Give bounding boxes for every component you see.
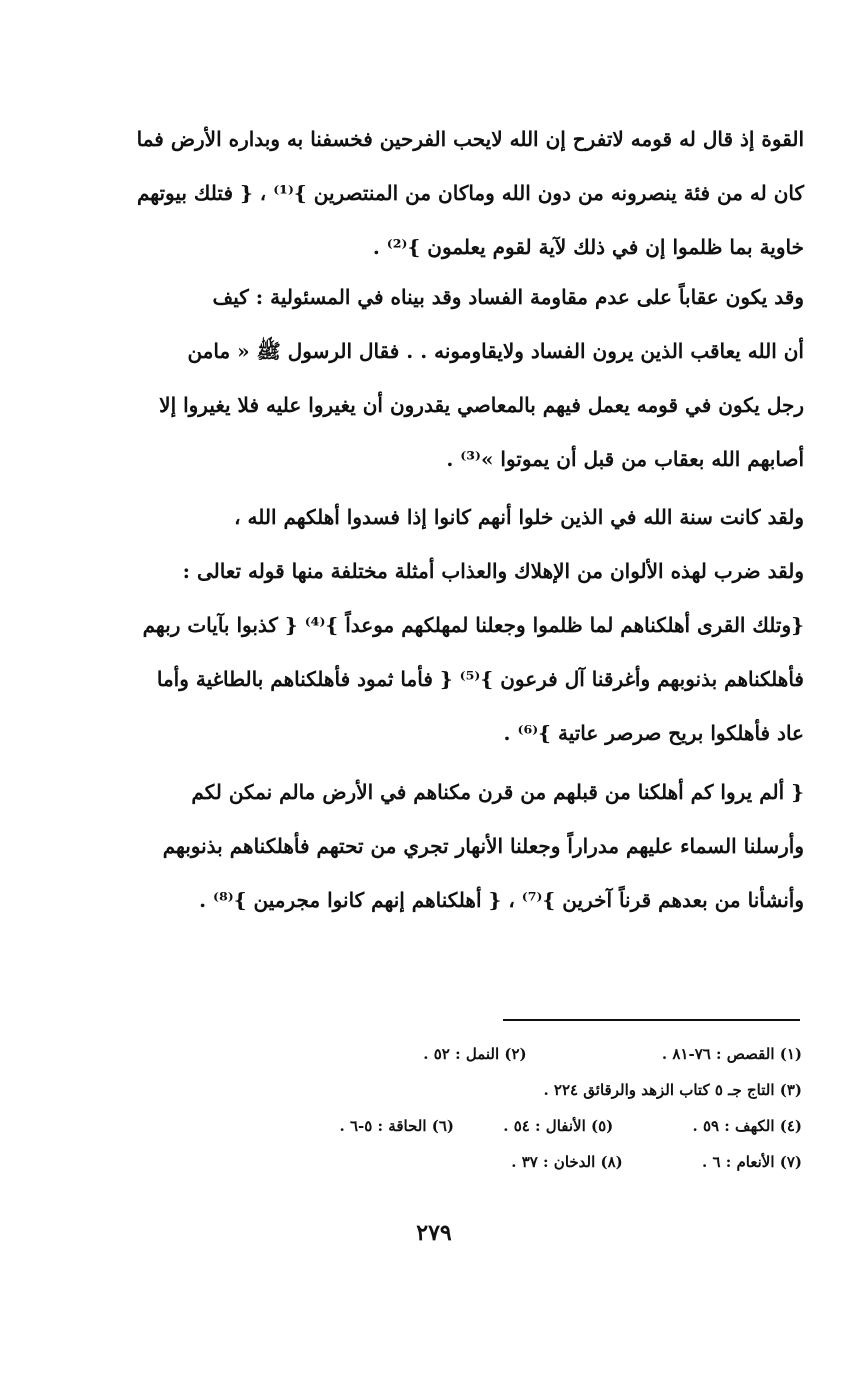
text-line: رجل يكون في قومه يعمل فيهم بالمعاصي يقدرون أن يغيروا عليه فلا يغيروا إلا [159, 393, 804, 417]
footnote-row [230, 1072, 802, 1108]
text-line: ولقد ضرب لهذه الألوان من الإهلاك والعذاب أمثلة مختلفة منها قوله تعالى : [182, 559, 804, 583]
footnote-4: (٤) الكهف : ٥٩ . [692, 1117, 802, 1135]
text-line: القوة إذ قال له قومه لاتفرح إن الله لايحب الفرحين فخسفنا به وبداره الأرض فما [136, 127, 804, 151]
text-line: {وتلك القرى أهلكناهم لما ظلموا وجعلنا لمهلكهم موعداً }⁽⁴⁾ { كذبوا بآيات ربهم [142, 613, 804, 637]
text-line: كان له من فئة ينصرونه من دون الله وماكان من المنتصرين }⁽¹⁾ ، { فتلك بيوتهم [136, 181, 804, 205]
footnote-6: (٦) الحاقة : ٥-٦ . [339, 1117, 454, 1135]
text-line: وأنشأنا من بعدهم قرناً آخرين }⁽⁷⁾ ، { أهلكناهم إنهم كانوا مجرمين }⁽⁸⁾ . [199, 888, 804, 912]
text-line: خاوية بما ظلموا إن في ذلك لآية لقوم يعلمون }⁽²⁾ . [372, 235, 804, 259]
text-line: أن الله يعاقب الذين يرون الفساد ولايقاومونه . . فقال الرسول ﷺ « مامن [187, 339, 804, 363]
footnote-7: (٧) الأنعام : ٦ . [702, 1153, 802, 1171]
footnote-8: (٨) الدخان : ٣٧ . [511, 1153, 623, 1171]
footnote-row [230, 1144, 802, 1180]
footnote-divider [503, 1019, 800, 1021]
text-line: عاد فأهلكوا بريح صرصر عاتية }⁽⁶⁾ . [503, 721, 804, 745]
footnote-2: (٢) النمل : ٥٢ . [423, 1045, 527, 1063]
paragraph-2 [96, 270, 804, 486]
footnotes [230, 1036, 802, 1180]
text-line: { ألم يروا كم أهلكنا من قبلهم من قرن مكناهم في الأرض مالم نمكن لكم [191, 780, 804, 804]
text-line: أصابهم الله بعقاب من قبل أن يموتوا »⁽³⁾ . [446, 447, 804, 471]
paragraph-4 [96, 765, 804, 927]
paragraph-3 [96, 490, 804, 760]
text-line: وأرسلنا السماء عليهم مدراراً وجعلنا الأنهار تجري من تحتهم فأهلكناهم بذنوبهم [162, 834, 804, 858]
page-number: ٢٧٩ [416, 1220, 452, 1246]
text-line: وقد يكون عقاباً على عدم مقاومة الفساد وقد بيناه في المسئولية : كيف [212, 285, 804, 309]
footnote-row [230, 1108, 802, 1144]
footnote-row [230, 1036, 802, 1072]
text-line: ولقد كانت سنة الله في الذين خلوا أنهم كانوا إذا فسدوا أهلكهم الله ، [234, 505, 804, 529]
footnote-5: (٥) الأنفال : ٥٤ . [503, 1117, 614, 1135]
footnote-3: (٣) التاج جـ ٥ كتاب الزهد والرقائق ٢٢٤ . [543, 1081, 802, 1099]
text-line: فأهلكناهم بذنوبهم وأغرقنا آل فرعون }⁽⁵⁾ { فأما ثمود فأهلكناهم بالطاغية وأما [156, 667, 804, 691]
paragraph-1 [96, 112, 804, 274]
footnote-1: (١) القصص : ٧٦-٨١ . [661, 1045, 802, 1063]
